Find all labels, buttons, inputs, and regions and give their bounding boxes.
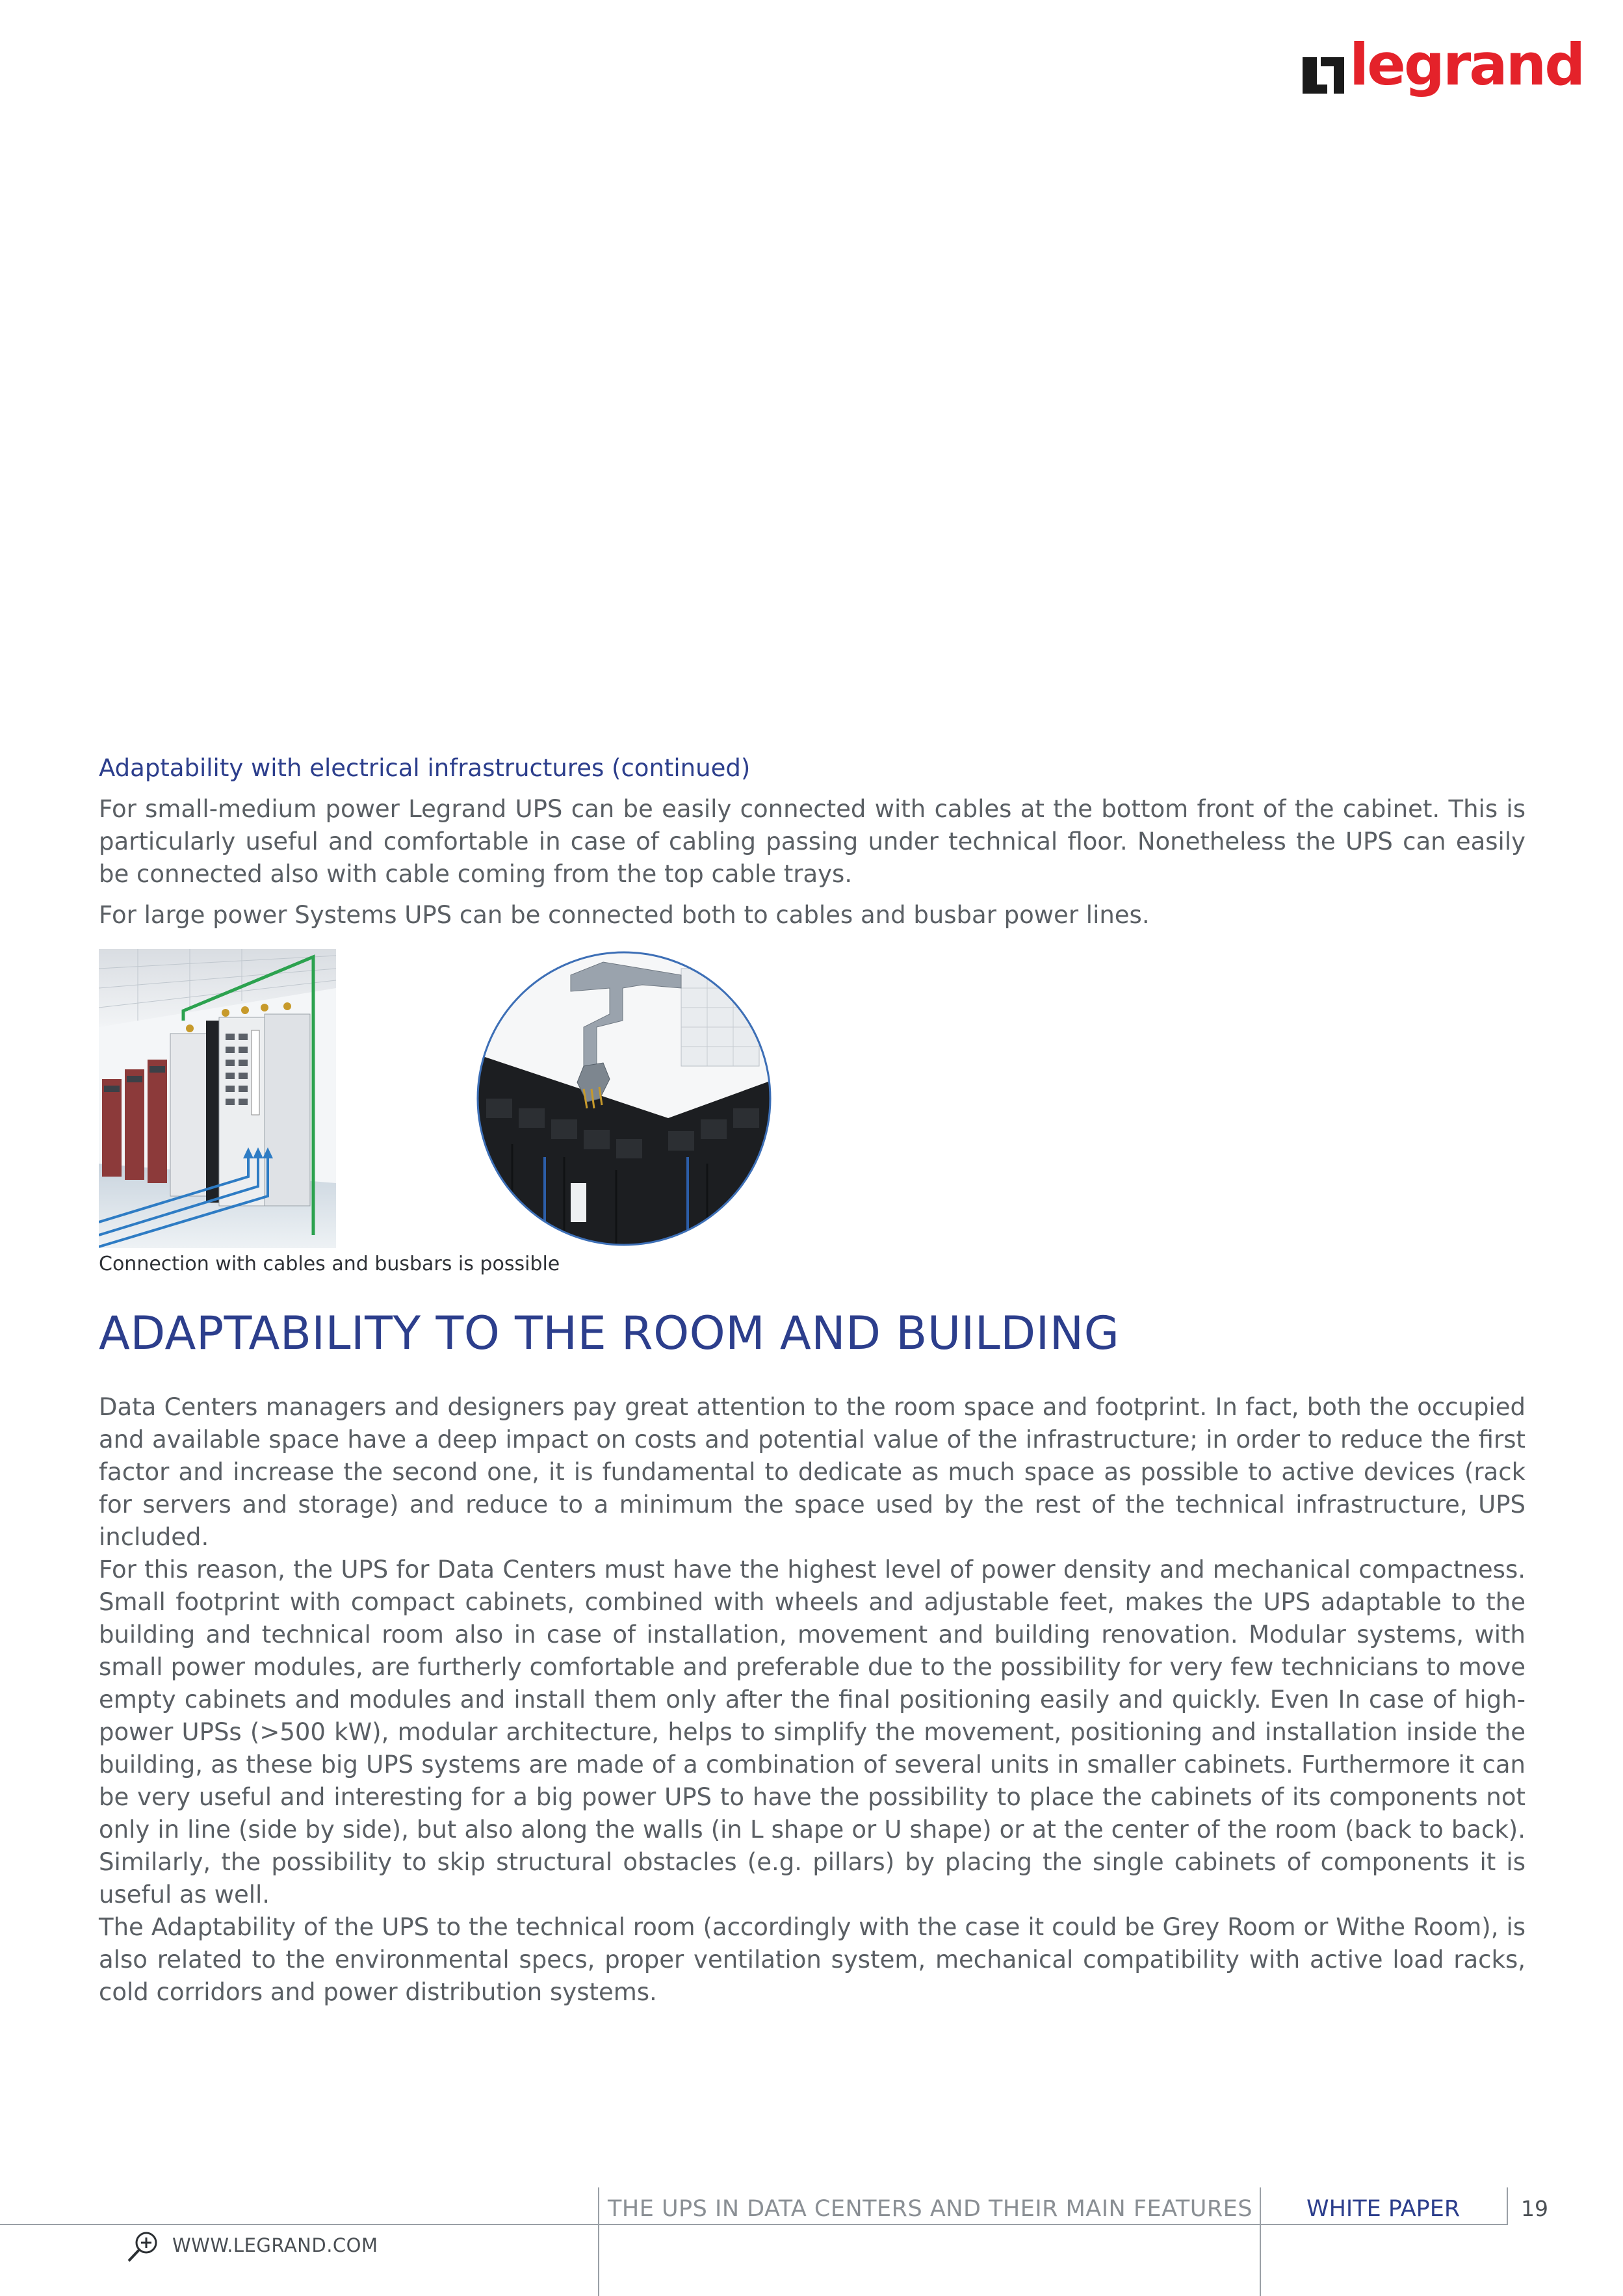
busbar-connection-image (473, 949, 775, 1248)
figure-caption: Connection with cables and busbars is possible (99, 1253, 560, 1275)
body-paragraph-2: For this reason, the UPS for Data Centers must have the highest level of power density and mechanical compactness. Small footprint with compact cabinets, combined with wheels and adjustable feet, makes the UPS adaptable to the building and technical room also in case of installation, movement and building renovation. Modular systems, with small power modules, are furtherly comfortable and preferable due to the possibility for very few technicians to move empty cabinets and modules and install them only after the final positioning easily and quickly. Even In case of high-power UPSs (>500 kW), modular architecture, helps to simplify the movement, positioning and installation inside the building, as these big UPS systems are made of a combination of several units in smaller cabinets. Furthermore it can be very useful and interesting for a big power UPS to have the possibility to place the cabinets of its components not only in line (side by side), but also along the walls (in L shape or U shape) or at the center of the room (back to back). Similarly, the possibility to skip structural obstacles (e.g. pillars) by placing the single cabinets of components it is useful as well. (99, 1556, 1526, 1909)
footer-divider (1507, 2187, 1508, 2225)
footer-rule (0, 2224, 1507, 2225)
legrand-wordmark: legrand (1349, 31, 1584, 98)
legrand-mark-icon (1300, 52, 1347, 99)
body-paragraph-1: Data Centers managers and designers pay great attention to the room space and footprint. In fact, both the occupied and available space have a deep impact on costs and potential value of the infrastructure; in order to reduce the first factor and increase the second one, it is fundamental to dedicate as much space as possible to active devices (rack for servers and storage) and reduce to a minimum the space used by the rest of the technical infrastructure, UPS included. (99, 1393, 1526, 1551)
busbar-paragraph: For large power Systems UPS can be connected both to cables and busbar power lines. (99, 901, 1150, 929)
search-icon (125, 2228, 161, 2265)
footer-label: WHITE PAPER (1306, 2196, 1461, 2222)
section-body (99, 1391, 1526, 2009)
footer-divider (1260, 2187, 1261, 2296)
website-link[interactable]: WWW.LEGRAND.COM (172, 2234, 378, 2256)
footer-divider (598, 2187, 599, 2296)
body-paragraph-3: The Adaptability of the UPS to the technical room (accordingly with the case it could be Grey Room or Withe Room), is also related to the environmental specs, proper ventilation system, mechanical compatibility with active load racks, cold corridors and power distribution systems. (99, 1913, 1526, 2006)
datacenter-ups-image (99, 949, 336, 1248)
section-subheading: Adaptability with electrical infrastructures (continued) (99, 754, 751, 782)
section-title: ADAPTABILITY TO THE ROOM AND BUILDING (99, 1307, 1120, 1360)
legrand-logo (1300, 31, 1584, 111)
page-number: 19 (1521, 2196, 1548, 2221)
footer-doc-title: THE UPS IN DATA CENTERS AND THEIR MAIN FEATURES (608, 2196, 1253, 2222)
intro-paragraph: For small-medium power Legrand UPS can be easily connected with cables at the bottom front of the cabinet. This is particularly useful and comfortable in case of cabling passing under technical floor. Nonetheless the UPS can easily be connected also with cable coming from the top cable trays. (99, 795, 1526, 888)
